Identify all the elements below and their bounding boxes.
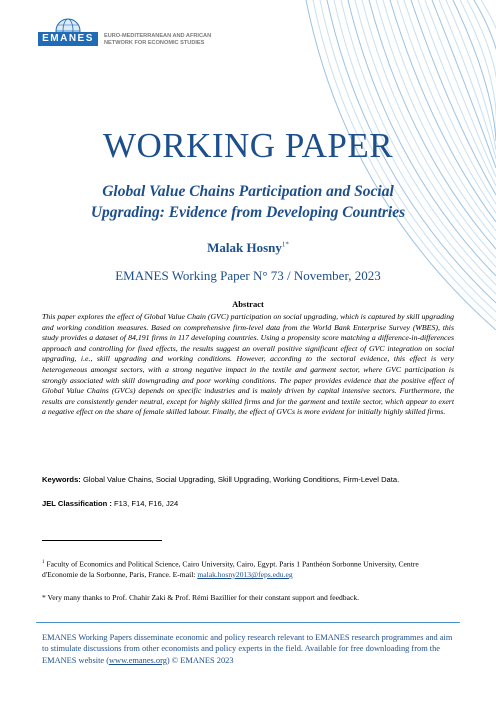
organization-name bbox=[104, 33, 254, 47]
footnote-divider bbox=[42, 540, 162, 541]
footnote-1-text: Faculty of Economics and Political Science, Cairo University, Cairo, Egypt. Paris 1 Panthéon Sorbonne University, Centre d'Economie de la Sorbonne, Paris, France. E-mail: bbox=[42, 559, 419, 580]
page-title: WORKING PAPER bbox=[102, 126, 394, 165]
author-name: Malak Hosny bbox=[207, 240, 282, 255]
jel-classification bbox=[42, 499, 454, 509]
abstract-heading: Abstract bbox=[232, 299, 264, 309]
keywords bbox=[42, 475, 454, 485]
paper-subtitle bbox=[40, 181, 456, 223]
swoosh-line bbox=[474, 0, 496, 114]
author-marks: 1* bbox=[281, 240, 289, 249]
keywords-text: Global Value Chains, Social Upgrading, Skill Upgrading, Working Conditions, Firm-Level Data. bbox=[82, 475, 400, 484]
footnote-2: * Very many thanks to Prof. Chahir Zaki & Prof. Rémi Bazillier for their constant support and feedback. bbox=[42, 593, 360, 602]
footer-text: EMANES Working Papers disseminate economic and policy research relevant to EMANES research programmes and aim to stimulate discussions from other economists and policy experts in the field. Available for free downloading from the EMANES website ( bbox=[42, 633, 453, 665]
author-email-link[interactable]: malak.hosny2013@feps.edu.eg bbox=[197, 570, 293, 580]
footnote-1 bbox=[42, 558, 456, 581]
swoosh-line bbox=[404, 0, 496, 204]
jel-codes: F13, F14, F16, J24 bbox=[114, 499, 179, 508]
emanes-logo bbox=[38, 18, 98, 50]
org-line-1: EURO-MEDITERRANEAN AND AFRICAN bbox=[104, 33, 212, 39]
swoosh-line bbox=[453, 0, 496, 141]
jel-label: JEL Classification : bbox=[42, 499, 112, 508]
footer-suffix: ) © EMANES 2023 bbox=[166, 655, 234, 665]
working-paper-number: EMANES Working Paper N° 73 / November, 2023 bbox=[115, 268, 381, 283]
subtitle-line-1: Global Value Chains Participation and Social bbox=[102, 183, 394, 200]
footnote-1-mark: 1 bbox=[42, 560, 45, 565]
footer-divider bbox=[36, 622, 460, 623]
keywords-label: Keywords: bbox=[42, 475, 81, 484]
footer-notice bbox=[42, 632, 456, 666]
org-line-2: NETWORK FOR ECONOMIC STUDIES bbox=[104, 40, 205, 46]
author bbox=[0, 240, 496, 256]
swoosh-line bbox=[460, 0, 496, 132]
emanes-website-link[interactable]: www.emanes.org bbox=[109, 655, 167, 665]
swoosh-line bbox=[467, 0, 496, 123]
abstract-text: This paper explores the effect of Global Value Chain (GVC) participation on social upgrading, which is captured by skill upgrading and working condition measures. Based on comprehensive firm-level data from the World Bank Enterprise Survey (WBES), this study provides a dataset of 84,191 firms in 117 developing countries. Using a propensity score matching a difference-in-differences approach and controlling for fixed effects, the results suggest an overall positive significant effect of GVC integration on social upgrading, i.e., skill upgrading and working conditions. However, according to the sectoral evidence, this effect is very heterogeneous amongst sectors, with a strong negative impact in the textile and garment sector, where GVC participation is strongly associated with skill downgrading and poor working conditions. The paper provides evidence that the positive effect of Global Value Chains (GVCs) depends on specific industries and is mainly driven by capital intensive sectors. Furthermore, the results are consistently gender neutral, except for highly skilled firms and for the garment and textile sector, which appear to exert a negative effect on the share of female skilled labour. Finally, the effect of GVCs is more evident for initially highly skilled firms. bbox=[42, 312, 454, 417]
logo-acronym: EMANES bbox=[38, 32, 98, 46]
swoosh-line bbox=[481, 0, 496, 105]
subtitle-line-2: Upgrading: Evidence from Developing Countries bbox=[90, 204, 406, 221]
